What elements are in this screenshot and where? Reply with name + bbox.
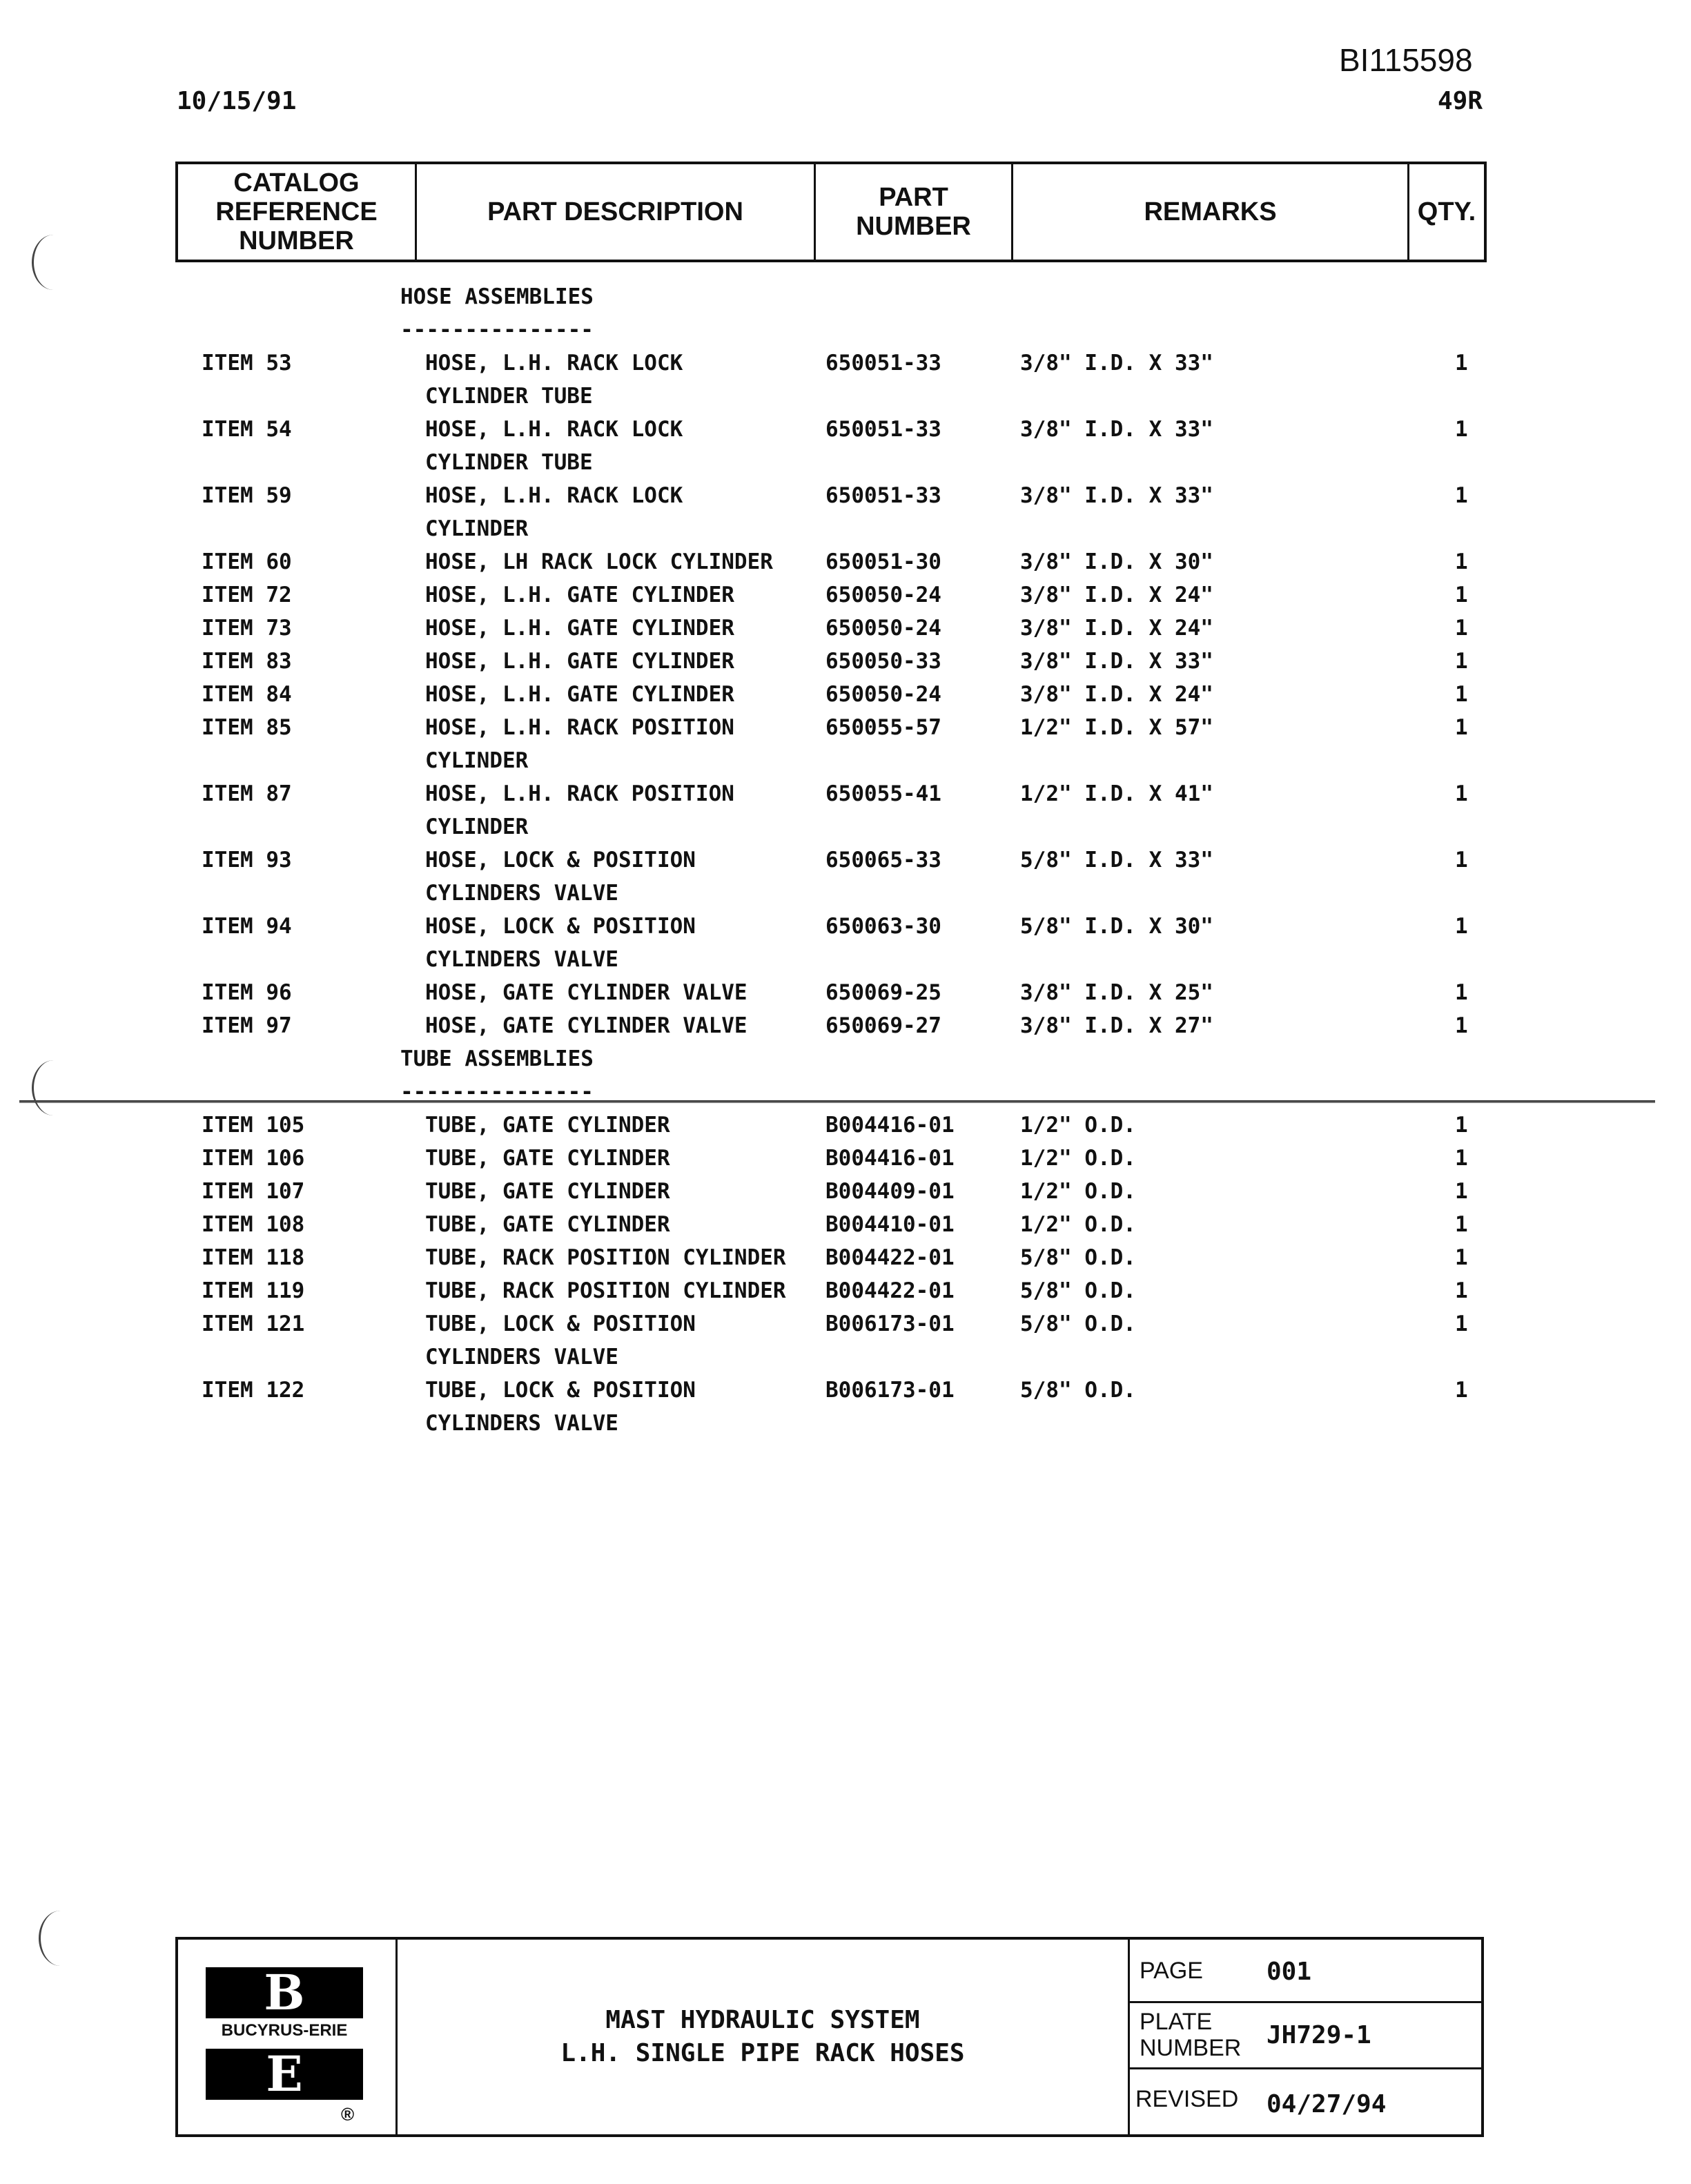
catalog-ref-cell: ITEM 87 bbox=[202, 781, 292, 806]
part-number-cell: B004422-01 bbox=[825, 1245, 955, 1270]
part-number-cell: 650069-27 bbox=[825, 1013, 941, 1038]
part-description-cell: TUBE, LOCK & POSITION bbox=[425, 1378, 696, 1403]
remarks-cell: 5/8" I.D. X 33" bbox=[1020, 848, 1213, 872]
part-number-cell: 650051-33 bbox=[825, 417, 941, 442]
part-number-cell: B004409-01 bbox=[825, 1179, 955, 1204]
qty-cell: 1 bbox=[1455, 1179, 1468, 1204]
part-description-cell: HOSE, L.H. RACK LOCK bbox=[425, 417, 683, 442]
table-row bbox=[0, 649, 1691, 682]
qty-cell: 1 bbox=[1455, 1378, 1468, 1403]
remarks-cell: 5/8" O.D. bbox=[1020, 1245, 1136, 1270]
section-title-hose: HOSE ASSEMBLIES bbox=[400, 284, 594, 309]
catalog-ref-cell: ITEM 96 bbox=[202, 980, 292, 1005]
remarks-cell: 1/2" O.D. bbox=[1020, 1113, 1136, 1138]
qty-cell: 1 bbox=[1455, 914, 1468, 939]
table-row bbox=[0, 1179, 1691, 1212]
part-description-cell: TUBE, GATE CYLINDER bbox=[425, 1113, 670, 1138]
drawing-title-line-2: L.H. SINGLE PIPE RACK HOSES bbox=[560, 2039, 965, 2067]
remarks-cell: 3/8" I.D. X 33" bbox=[1020, 417, 1213, 442]
header-part-number: PART NUMBER bbox=[816, 164, 1013, 260]
plate-number-value: JH729-1 bbox=[1267, 2021, 1371, 2049]
qty-cell: 1 bbox=[1455, 1278, 1468, 1303]
catalog-ref-cell: ITEM 105 bbox=[202, 1113, 305, 1138]
catalog-ref-cell: ITEM 54 bbox=[202, 417, 292, 442]
table-row-continuation bbox=[0, 1411, 1691, 1444]
table-row bbox=[0, 1278, 1691, 1312]
part-description-cell: TUBE, GATE CYLINDER bbox=[425, 1212, 670, 1237]
catalog-ref-cell: ITEM 108 bbox=[202, 1212, 305, 1237]
binder-hole-mark bbox=[32, 1060, 75, 1115]
catalog-ref-cell: ITEM 97 bbox=[202, 1013, 292, 1038]
part-description-cell: HOSE, L.H. GATE CYLINDER bbox=[425, 682, 734, 707]
section-underline-tube: --------------- bbox=[400, 1080, 594, 1104]
part-description-continuation: CYLINDERS VALVE bbox=[425, 881, 618, 906]
registered-mark: ® bbox=[341, 2104, 355, 2125]
table-row bbox=[0, 1245, 1691, 1278]
catalog-ref-cell: ITEM 93 bbox=[202, 848, 292, 872]
remarks-cell: 3/8" I.D. X 25" bbox=[1020, 980, 1213, 1005]
part-description-cell: TUBE, RACK POSITION CYLINDER bbox=[425, 1245, 786, 1270]
catalog-ref-cell: ITEM 59 bbox=[202, 483, 292, 508]
catalog-ref-cell: ITEM 60 bbox=[202, 549, 292, 574]
part-description-continuation: CYLINDER bbox=[425, 748, 529, 773]
qty-cell: 1 bbox=[1455, 549, 1468, 574]
table-row bbox=[0, 914, 1691, 947]
part-description-cell: HOSE, L.H. GATE CYLINDER bbox=[425, 583, 734, 607]
catalog-ref-cell: ITEM 118 bbox=[202, 1245, 305, 1270]
table-row bbox=[0, 1212, 1691, 1245]
header-catalog-ref: CATALOG REFERENCE NUMBER bbox=[178, 164, 417, 260]
part-number-cell: 650063-30 bbox=[825, 914, 941, 939]
section-title-tube: TUBE ASSEMBLIES bbox=[400, 1046, 594, 1071]
part-description-continuation: CYLINDER TUBE bbox=[425, 384, 593, 409]
table-row-continuation bbox=[0, 450, 1691, 483]
plate-number-row bbox=[1130, 2003, 1483, 2069]
catalog-ref-cell: ITEM 122 bbox=[202, 1378, 305, 1403]
title-block bbox=[175, 1937, 1484, 2137]
part-description-cell: TUBE, RACK POSITION CYLINDER bbox=[425, 1278, 786, 1303]
part-number-cell: 650051-30 bbox=[825, 549, 941, 574]
part-number-cell: 650050-33 bbox=[825, 649, 941, 674]
part-description-continuation: CYLINDER TUBE bbox=[425, 450, 593, 475]
revised-value: 04/27/94 bbox=[1267, 2090, 1387, 2118]
part-description-continuation: CYLINDERS VALVE bbox=[425, 947, 618, 972]
remarks-cell: 5/8" O.D. bbox=[1020, 1312, 1136, 1336]
plate-info bbox=[1128, 1940, 1481, 2134]
part-description-cell: HOSE, LOCK & POSITION bbox=[425, 914, 696, 939]
qty-cell: 1 bbox=[1455, 1212, 1468, 1237]
logo-b-block: B bbox=[206, 1967, 363, 2018]
catalog-ref-cell: ITEM 107 bbox=[202, 1179, 305, 1204]
page-code: 49R bbox=[1437, 87, 1483, 115]
table-header bbox=[175, 162, 1487, 262]
part-description-cell: TUBE, GATE CYLINDER bbox=[425, 1179, 670, 1204]
remarks-cell: 1/2" O.D. bbox=[1020, 1212, 1136, 1237]
part-number-cell: 650050-24 bbox=[825, 682, 941, 707]
remarks-cell: 5/8" O.D. bbox=[1020, 1378, 1136, 1403]
remarks-cell: 1/2" I.D. X 57" bbox=[1020, 715, 1213, 740]
section-underline-hose: --------------- bbox=[400, 318, 594, 342]
table-row bbox=[0, 483, 1691, 516]
revised-label: REVISED bbox=[1135, 2086, 1239, 2112]
qty-cell: 1 bbox=[1455, 1146, 1468, 1171]
header-qty: QTY. bbox=[1417, 197, 1476, 226]
table-row-continuation bbox=[0, 384, 1691, 417]
table-row bbox=[0, 351, 1691, 384]
part-number-cell: B004422-01 bbox=[825, 1278, 955, 1303]
qty-cell: 1 bbox=[1455, 1113, 1468, 1138]
page-value: 001 bbox=[1267, 1958, 1312, 1986]
part-number-cell: B006173-01 bbox=[825, 1378, 955, 1403]
table-row bbox=[0, 980, 1691, 1013]
remarks-cell: 3/8" I.D. X 30" bbox=[1020, 549, 1213, 574]
table-row-continuation bbox=[0, 815, 1691, 848]
remarks-cell: 1/2" O.D. bbox=[1020, 1146, 1136, 1171]
document-date: 10/15/91 bbox=[177, 87, 297, 115]
page-label: PAGE bbox=[1140, 1958, 1203, 1984]
qty-cell: 1 bbox=[1455, 781, 1468, 806]
part-description-continuation: CYLINDER bbox=[425, 815, 529, 839]
revised-row bbox=[1130, 2069, 1483, 2134]
table-row bbox=[0, 715, 1691, 748]
qty-cell: 1 bbox=[1455, 682, 1468, 707]
part-description-continuation: CYLINDER bbox=[425, 516, 529, 541]
table-row-continuation bbox=[0, 881, 1691, 914]
part-description-cell: HOSE, L.H. RACK POSITION bbox=[425, 781, 734, 806]
remarks-cell: 3/8" I.D. X 33" bbox=[1020, 483, 1213, 508]
qty-cell: 1 bbox=[1455, 649, 1468, 674]
header-remarks: REMARKS bbox=[1013, 164, 1409, 260]
qty-cell: 1 bbox=[1455, 1312, 1468, 1336]
part-description-cell: HOSE, L.H. RACK LOCK bbox=[425, 483, 683, 508]
part-description-cell: HOSE, LOCK & POSITION bbox=[425, 848, 696, 872]
remarks-cell: 5/8" I.D. X 30" bbox=[1020, 914, 1213, 939]
qty-cell: 1 bbox=[1455, 417, 1468, 442]
table-row bbox=[0, 583, 1691, 616]
catalog-ref-cell: ITEM 94 bbox=[202, 914, 292, 939]
catalog-ref-cell: ITEM 72 bbox=[202, 583, 292, 607]
table-row bbox=[0, 781, 1691, 815]
remarks-cell: 1/2" I.D. X 41" bbox=[1020, 781, 1213, 806]
table-row-continuation bbox=[0, 947, 1691, 980]
logo-e-block: E bbox=[206, 2049, 363, 2100]
remarks-cell: 3/8" I.D. X 33" bbox=[1020, 649, 1213, 674]
part-number-cell: 650051-33 bbox=[825, 483, 941, 508]
qty-cell: 1 bbox=[1455, 583, 1468, 607]
qty-cell: 1 bbox=[1455, 1245, 1468, 1270]
part-number-cell: 650065-33 bbox=[825, 848, 941, 872]
drawing-title bbox=[398, 1940, 1128, 2134]
table-row-continuation bbox=[0, 748, 1691, 781]
qty-cell: 1 bbox=[1455, 483, 1468, 508]
catalog-ref-cell: ITEM 121 bbox=[202, 1312, 305, 1336]
qty-cell: 1 bbox=[1455, 980, 1468, 1005]
part-number-cell: B004410-01 bbox=[825, 1212, 955, 1237]
binder-hole-mark bbox=[32, 235, 75, 290]
remarks-cell: 3/8" I.D. X 27" bbox=[1020, 1013, 1213, 1038]
binder-hole-mark bbox=[39, 1911, 82, 1966]
part-description-cell: HOSE, LH RACK LOCK CYLINDER bbox=[425, 549, 773, 574]
remarks-cell: 5/8" O.D. bbox=[1020, 1278, 1136, 1303]
table-row bbox=[0, 549, 1691, 583]
table-row bbox=[0, 616, 1691, 649]
remarks-cell: 3/8" I.D. X 33" bbox=[1020, 351, 1213, 376]
part-number-cell: 650055-57 bbox=[825, 715, 941, 740]
part-number-cell: B004416-01 bbox=[825, 1113, 955, 1138]
part-number-cell: B006173-01 bbox=[825, 1312, 955, 1336]
table-row bbox=[0, 1013, 1691, 1046]
part-number-cell: 650051-33 bbox=[825, 351, 941, 376]
table-row-continuation bbox=[0, 1345, 1691, 1378]
table-row bbox=[0, 1146, 1691, 1179]
table-row bbox=[0, 682, 1691, 715]
remarks-cell: 1/2" O.D. bbox=[1020, 1179, 1136, 1204]
catalog-ref-cell: ITEM 73 bbox=[202, 616, 292, 641]
part-description-cell: TUBE, LOCK & POSITION bbox=[425, 1312, 696, 1336]
part-description-continuation: CYLINDERS VALVE bbox=[425, 1411, 618, 1436]
part-description-cell: HOSE, L.H. GATE CYLINDER bbox=[425, 649, 734, 674]
catalog-ref-cell: ITEM 85 bbox=[202, 715, 292, 740]
header-part-description: PART DESCRIPTION bbox=[417, 164, 816, 260]
catalog-ref-cell: ITEM 53 bbox=[202, 351, 292, 376]
table-row bbox=[0, 1378, 1691, 1411]
part-description-cell: HOSE, L.H. RACK POSITION bbox=[425, 715, 734, 740]
part-number-cell: B004416-01 bbox=[825, 1146, 955, 1171]
company-logo bbox=[178, 1940, 398, 2134]
part-number-cell: 650050-24 bbox=[825, 616, 941, 641]
table-row bbox=[0, 417, 1691, 450]
table-row-continuation bbox=[0, 516, 1691, 549]
qty-cell: 1 bbox=[1455, 351, 1468, 376]
part-description-cell: HOSE, GATE CYLINDER VALVE bbox=[425, 980, 747, 1005]
catalog-ref-cell: ITEM 119 bbox=[202, 1278, 305, 1303]
table-row bbox=[0, 848, 1691, 881]
plate-number-label: PLATE NUMBER bbox=[1140, 2009, 1242, 2061]
part-number-cell: 650050-24 bbox=[825, 583, 941, 607]
part-number-cell: 650055-41 bbox=[825, 781, 941, 806]
qty-cell: 1 bbox=[1455, 715, 1468, 740]
part-number-cell: 650069-25 bbox=[825, 980, 941, 1005]
page-info-row bbox=[1130, 1940, 1483, 2003]
part-description-cell: HOSE, L.H. GATE CYLINDER bbox=[425, 616, 734, 641]
qty-cell: 1 bbox=[1455, 616, 1468, 641]
qty-cell: 1 bbox=[1455, 1013, 1468, 1038]
part-description-cell: TUBE, GATE CYLINDER bbox=[425, 1146, 670, 1171]
part-description-cell: HOSE, GATE CYLINDER VALVE bbox=[425, 1013, 747, 1038]
catalog-ref-cell: ITEM 106 bbox=[202, 1146, 305, 1171]
drawing-title-line-1: MAST HYDRAULIC SYSTEM bbox=[605, 2006, 920, 2034]
logo-company-name: BUCYRUS-ERIE bbox=[221, 2021, 348, 2040]
document-id: BI115598 bbox=[1339, 42, 1473, 78]
remarks-cell: 3/8" I.D. X 24" bbox=[1020, 583, 1213, 607]
catalog-ref-cell: ITEM 84 bbox=[202, 682, 292, 707]
part-description-continuation: CYLINDERS VALVE bbox=[425, 1345, 618, 1369]
table-row bbox=[0, 1113, 1691, 1146]
remarks-cell: 3/8" I.D. X 24" bbox=[1020, 616, 1213, 641]
remarks-cell: 3/8" I.D. X 24" bbox=[1020, 682, 1213, 707]
catalog-ref-cell: ITEM 83 bbox=[202, 649, 292, 674]
scan-divider-line bbox=[19, 1100, 1655, 1103]
part-description-cell: HOSE, L.H. RACK LOCK bbox=[425, 351, 683, 376]
qty-cell: 1 bbox=[1455, 848, 1468, 872]
table-row bbox=[0, 1312, 1691, 1345]
